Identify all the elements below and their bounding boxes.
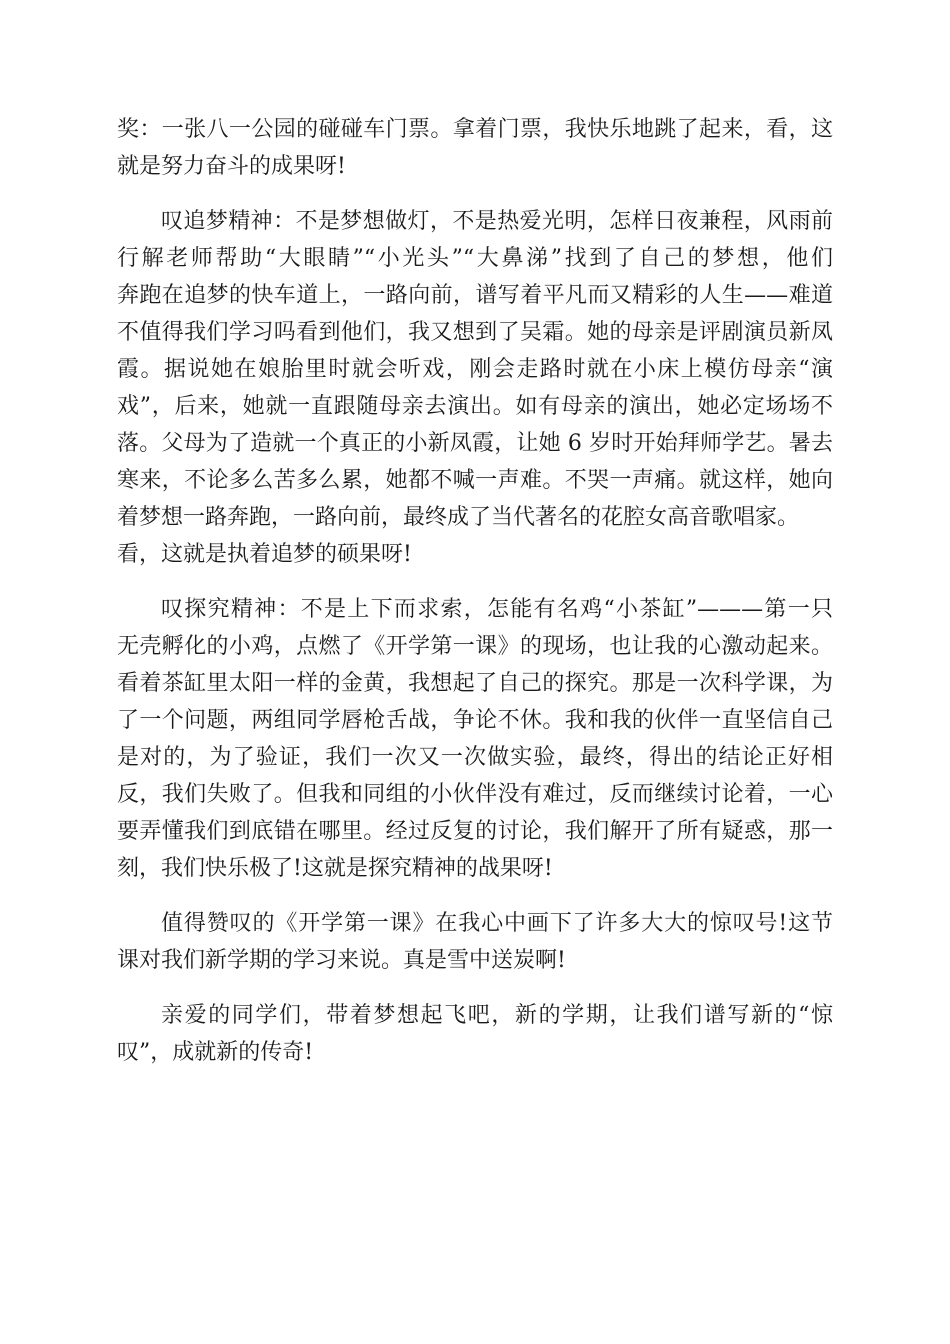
text-line: 无壳孵化的小鸡，点燃了《开学第一课》的现场，也让我的心激动起来。 — [117, 634, 833, 659]
text-line: 值得赞叹的《开学第一课》在我心中画下了许多大大的惊叹号!这节 — [161, 911, 833, 936]
text-line: 课对我们新学期的学习来说。真是雪中送炭啊! — [117, 948, 566, 973]
text-line: 看，这就是执着追梦的硕果呀! — [117, 542, 412, 567]
text-line: 着梦想一路奔跑，一路向前，最终成了当代著名的花腔女高音歌唱家。 — [117, 505, 800, 530]
text-line: 寒来，不论多么苦多么累，她都不喊一声难。不哭一声痛。就这样，她向 — [117, 468, 833, 493]
text-line: 反，我们失败了。但我和同组的小伙伴没有难过，反而继续讨论着，一心 — [117, 782, 833, 807]
text-line: 了一个问题，两组同学唇枪舌战，争论不休。我和我的伙伴一直坚信自己 — [117, 708, 833, 733]
text-line: 奔跑在追梦的快车道上，一路向前，谱写着平凡而又精彩的人生——难道 — [117, 283, 833, 308]
text-line: 不值得我们学习吗看到他们，我又想到了吴霜。她的母亲是评剧演员新凤 — [117, 320, 833, 345]
document-page — [117, 111, 833, 1089]
text-line: 戏”，后来，她就一直跟随母亲去演出。如有母亲的演出，她必定场场不 — [117, 394, 833, 419]
text-line: 行解老师帮助“大眼睛”“小光头”“大鼻涕”找到了自己的梦想，他们 — [117, 246, 833, 271]
paragraph-closing — [117, 997, 833, 1071]
text-line: 叹”，成就新的传奇! — [117, 1040, 314, 1065]
text-line: 是对的，为了验证，我们一次又一次做实验，最终，得出的结论正好相 — [117, 745, 833, 770]
text-line: 亲爱的同学们，带着梦想起飞吧，新的学期，让我们谱写新的“惊 — [161, 1003, 833, 1028]
text-line: 要弄懂我们到底错在哪里。经过反复的讨论，我们解开了所有疑惑，那一 — [117, 819, 833, 844]
text-line: 看着茶缸里太阳一样的金黄，我想起了自己的探究。那是一次科学课，为 — [117, 671, 833, 696]
text-line: 刻，我们快乐极了!这就是探究精神的战果呀! — [117, 856, 553, 881]
text-line: 霞。据说她在娘胎里时就会听戏，刚会走路时就在小床上模仿母亲“演 — [117, 357, 833, 382]
paragraph-dream-spirit — [117, 203, 833, 573]
paragraph-explore-spirit — [117, 591, 833, 887]
text-line: 落。父母为了造就一个真正的小新凤霞，让她 6 岁时开始拜师学艺。暑去 — [117, 431, 833, 456]
text-line: 叹探究精神：不是上下而求索，怎能有名鸡“小茶缸”———第一只 — [161, 597, 833, 622]
text-line: 就是努力奋斗的成果呀! — [117, 154, 346, 179]
text-line: 叹追梦精神：不是梦想做灯，不是热爱光明，怎样日夜兼程，风雨前 — [161, 209, 833, 234]
paragraph-praise — [117, 905, 833, 979]
paragraph-reward — [117, 111, 833, 185]
text-line: 奖：一张八一公园的碰碰车门票。拿着门票，我快乐地跳了起来，看，这 — [117, 117, 833, 142]
